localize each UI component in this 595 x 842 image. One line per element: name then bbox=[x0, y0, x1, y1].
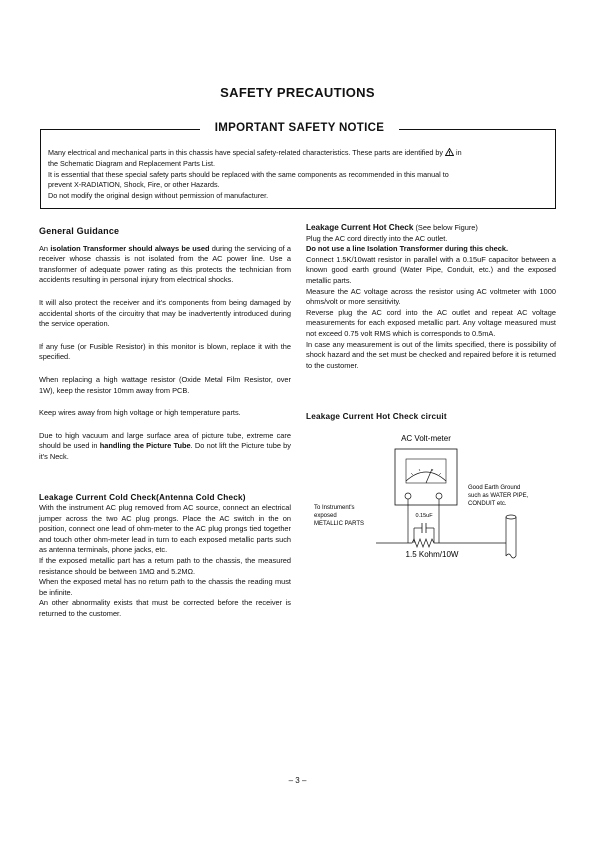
notice-line-1: Many electrical and mechanical parts in this chassis have special safety-related characteristics. These parts are identified by bbox=[48, 148, 443, 157]
meter-window bbox=[406, 459, 446, 483]
cold-paragraph-1: With the instrument AC plug removed from AC source, connect an electrical jumper across the two AC plug prongs. Place the AC switch in the on position, connect one lead of ohm-meter to the AC plug prongs tied together and touch other ohm-meter lead in turn to each exposed metallic parts such as antenna terminals, phone jacks, etc. bbox=[39, 503, 291, 555]
page-title: SAFETY PRECAUTIONS bbox=[220, 85, 375, 100]
ground-label-2: such as WATER PIPE, bbox=[468, 493, 529, 499]
text-span: during the servicing of a receiver whose chassis is not isolated from the AC power line. Use a transformer of adequate power rating as this protects the technician from accidents resulting in personal injury from electrical shocks. bbox=[39, 243, 292, 285]
text-span: An bbox=[39, 243, 51, 253]
meter-terminal-left bbox=[405, 493, 411, 499]
bold-span: Do not use a line Isolation Transformer during this check. bbox=[306, 244, 509, 254]
hot-paragraph-2 bbox=[306, 244, 556, 255]
meter-body bbox=[395, 449, 457, 505]
general-paragraph-3: If any fuse (or Fusible Resistor) in this monitor is blown, replace it with the specified. bbox=[39, 341, 291, 362]
circuit-heading: Leakage Current Hot Check circuit bbox=[306, 412, 447, 421]
notice-line-2: the Schematic Diagram and Replacement Parts List. bbox=[48, 158, 215, 168]
general-guidance-heading: General Guidance bbox=[39, 226, 120, 236]
hot-paragraph-3: Connect 1.5K/10watt resistor in parallel with a 0.15uF capacitor between a known good earth ground (Water Pipe, Conduit, etc.) and the exposed metallic parts. bbox=[306, 254, 556, 285]
hot-paragraph-4: Measure the AC voltage across the resistor using AC voltmeter with 1000 ohms/volt or more sensitivity. bbox=[306, 286, 556, 307]
metallic-parts-label-2: exposed bbox=[314, 513, 337, 519]
water-pipe-icon bbox=[506, 515, 516, 558]
notice-line-5: Do not modify the original design without permission of manufacturer. bbox=[48, 191, 269, 201]
capacitor-label: 0.15uF bbox=[415, 513, 433, 519]
meter-label: AC Volt-meter bbox=[401, 434, 451, 443]
safety-notice-text bbox=[48, 148, 550, 202]
hot-paragraph-1: Plug the AC cord directly into the AC outlet. bbox=[306, 233, 448, 243]
notice-line-4: prevent X-RADIATION, Shock, Fire, or other Hazards. bbox=[48, 180, 220, 190]
general-paragraph-2: It will also protect the receiver and it's components from being damaged by accidental shorts of the circuitry that may be inadvertently introduced during the service operation. bbox=[39, 297, 291, 329]
cold-paragraph-2: If the exposed metallic part has a return path to the chassis, the measured resistance should be between 1MΩ and 5.2MΩ. bbox=[39, 556, 291, 576]
cold-check-heading: Leakage Current Cold Check(Antenna Cold Check) bbox=[39, 492, 246, 502]
bold-span: isolation Transformer should always be used bbox=[50, 243, 210, 253]
leakage-circuit-diagram bbox=[306, 425, 556, 575]
text-span: . Do not lift the Picture tube by it's Neck. bbox=[39, 441, 291, 461]
page-number: – 3 – bbox=[288, 776, 307, 785]
general-paragraph-6 bbox=[39, 431, 291, 463]
metallic-parts-label-3: METALLIC PARTS bbox=[314, 521, 365, 527]
hot-check-heading-note: (See below Figure) bbox=[413, 223, 478, 232]
right-column bbox=[306, 223, 556, 371]
safety-notice-title: IMPORTANT SAFETY NOTICE bbox=[200, 122, 399, 134]
warning-triangle-icon bbox=[445, 148, 454, 156]
general-paragraph-4: When replacing a high wattage resistor (Oxide Metal Film Resistor, over 1W), keep the resistor 10mm away from PCB. bbox=[39, 374, 291, 395]
hot-check-heading: Leakage Current Hot Check bbox=[306, 223, 414, 232]
hot-paragraph-6: In case any measurement is out of the limits specified, there is possibility of shock hazard and the set must be checked and repaired before it is returned to the customer. bbox=[306, 339, 556, 370]
ground-label-3: CONDUIT etc. bbox=[468, 501, 507, 507]
cold-paragraph-4: An other abnormality exists that must be corrected before the receiver is returned to the customer. bbox=[39, 598, 291, 619]
resistor-label: 1.5 Kohm/10W bbox=[405, 550, 459, 559]
text-span: Due to high vacuum and large surface area of picture tube, extreme care should be used in bbox=[39, 430, 291, 451]
meter-dial bbox=[406, 472, 446, 481]
notice-line-3: It is essential that these special safety parts should be replaced with the same components as recommended in this manual to bbox=[48, 169, 449, 179]
notice-line-1-end: in bbox=[455, 148, 462, 157]
cold-paragraph-3: When the exposed metal has no return path to the chassis the reading must be infinite. bbox=[39, 577, 291, 597]
general-paragraph-1 bbox=[39, 244, 291, 286]
ground-label-1: Good Earth Ground bbox=[468, 485, 521, 491]
meter-needle bbox=[426, 469, 432, 483]
left-column bbox=[39, 226, 291, 620]
hot-paragraph-5: Reverse plug the AC cord into the AC outlet and repeat AC voltage measurements for each exposed metallic part. Any voltage measured must not exceed 0.75 volt RMS which is corresponds to 0.5mA. bbox=[306, 307, 556, 338]
bold-span: handling the Picture Tube bbox=[99, 441, 191, 451]
metallic-parts-label-1: To Instrument's bbox=[314, 505, 355, 511]
meter-terminal-right bbox=[436, 493, 442, 499]
general-paragraph-5: Keep wires away from high voltage or high temperature parts. bbox=[39, 408, 241, 418]
